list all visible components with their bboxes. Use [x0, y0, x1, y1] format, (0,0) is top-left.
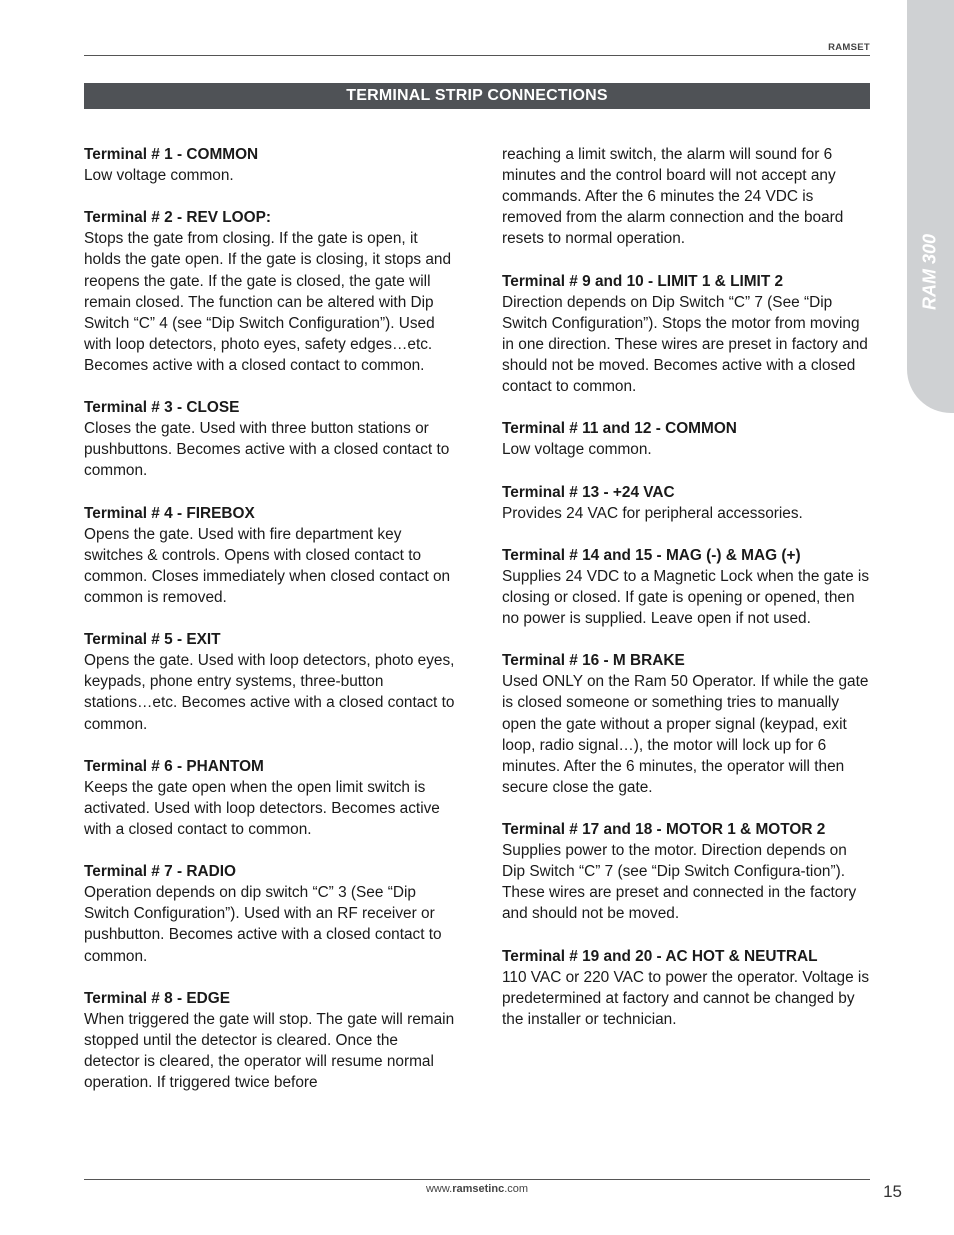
- terminal-title: Terminal # 1 - COMMON: [84, 146, 259, 163]
- terminal-title: Terminal # 7 - RADIO: [84, 863, 236, 881]
- bottom-divider: [84, 1179, 870, 1180]
- terminal-description: Direction depends on Dip Switch “C” 7 (See “Dip Switch Configuration”). Stops the motor from moving in one direction. These wires are preset in factory and should not be moved. Becomes active with a closed contact to common.: [502, 293, 868, 396]
- terminal-description: Low voltage common.: [84, 167, 234, 185]
- terminal-description: Used ONLY on the Ram 50 Operator. If while the gate is closed someone or something tries to manually open the gate without a proper signal (keypad, exit loop, radio signal…), the motor will lock up for 6 minutes. After the 6 minutes, the operator will then secure close the gate.: [502, 673, 869, 796]
- terminal-entry: [502, 271, 872, 398]
- terminal-entry: [502, 946, 872, 1030]
- terminal-continuation: [502, 144, 872, 249]
- terminal-title: Terminal # 11 and 12 - COMMON: [502, 420, 737, 438]
- terminal-entry: [84, 756, 456, 840]
- terminal-description: Supplies 24 VDC to a Magnetic Lock when the gate is closing or closed. If gate is opening or opened, then no power is supplied. Leave open if not used.: [502, 567, 870, 628]
- side-tab-label: RAM 300: [919, 233, 940, 311]
- terminal-entry: [84, 397, 456, 481]
- terminal-description: 110 VAC or 220 VAC to power the operator. Voltage is predetermined at factory and cannot be changed by the installer or technician.: [502, 968, 870, 1028]
- terminal-entry: [502, 482, 872, 524]
- terminal-description: Operation depends on dip switch “C” 3 (See “Dip Switch Configuration”). Used with an RF receiver or pushbutton. Becomes active with a closed contact to common.: [84, 884, 442, 965]
- footer-url-domain: ramsetinc: [452, 1183, 505, 1195]
- top-divider: [84, 55, 870, 56]
- section-title: TERMINAL STRIP CONNECTIONS: [346, 87, 608, 104]
- section-title-bar: [84, 83, 870, 109]
- side-tab: [907, 0, 954, 413]
- terminal-entry: [502, 418, 872, 460]
- terminal-description: Stops the gate from closing. If the gate is open, it holds the gate open. If the gate is closing, it stops and reopens the gate. If the gate is closed, the gate will remain closed. The function can be altered with Dip Switch “C” 4 (see “Dip Switch Configuration”). Used with loop detectors, photo eyes, safety edges…etc. Becomes active with a closed contact to common.: [84, 230, 452, 374]
- terminal-title: Terminal # 16 - M BRAKE: [502, 652, 685, 670]
- footer-url-prefix: www.: [425, 1183, 453, 1195]
- terminal-description: Supplies power to the motor. Direction depends on Dip Switch “C” 7 (see “Dip Switch Configura-tion”). These wires are preset and connected in the factory and should not be moved.: [502, 842, 857, 923]
- brand-label: RAMSET: [828, 42, 870, 53]
- terminal-entry: [84, 207, 456, 376]
- footer-website-link[interactable]: [0, 1183, 954, 1195]
- terminal-entry: [84, 988, 456, 1093]
- terminal-title: Terminal # 3 - CLOSE: [84, 399, 240, 417]
- terminal-entry: [84, 144, 456, 186]
- terminal-description: When triggered the gate will stop. The gate will remain stopped until the detector is cleared. Once the detector is cleared, the operator will resume normal operation. If triggered twice before: [84, 1010, 455, 1092]
- terminal-title: Terminal # 17 and 18 - MOTOR 1 & MOTOR 2: [502, 821, 826, 838]
- terminal-title: Terminal # 6 - PHANTOM: [84, 757, 264, 775]
- terminal-title: Terminal # 13 - +24 VAC: [502, 483, 675, 501]
- terminal-description: Provides 24 VAC for peripheral accessories.: [502, 504, 803, 522]
- terminal-description: Closes the gate. Used with three button stations or pushbuttons. Becomes active with a closed contact to common.: [84, 420, 450, 480]
- terminal-entry: [502, 545, 872, 629]
- terminal-title: Terminal # 8 - EDGE: [84, 989, 230, 1007]
- terminal-title: Terminal # 14 and 15 - MAG (-) & MAG (+): [502, 546, 801, 564]
- footer-url-suffix: .com: [504, 1183, 529, 1195]
- terminal-title: Terminal # 4 - FIREBOX: [84, 504, 255, 522]
- terminal-description: Low voltage common.: [502, 441, 652, 459]
- terminal-title: Terminal # 5 - EXIT: [84, 631, 221, 649]
- left-column: [84, 144, 456, 1114]
- right-column: [502, 144, 872, 1051]
- terminal-description: Opens the gate. Used with loop detectors, photo eyes, keypads, phone entry systems, three-button stations…etc. Becomes active with a closed contact to common.: [84, 652, 455, 733]
- page-number: 15: [883, 1182, 902, 1201]
- terminal-entry: [502, 650, 872, 798]
- terminal-description: Opens the gate. Used with fire department key switches & controls. Opens with closed contact to common. Closes immediately when closed contact on common is removed.: [84, 525, 451, 606]
- terminal-title: Terminal # 9 and 10 - LIMIT 1 & LIMIT 2: [502, 272, 784, 290]
- terminal-entry: [84, 503, 456, 608]
- terminal-title: Terminal # 2 - REV LOOP:: [84, 209, 272, 227]
- terminal-entry: [84, 629, 456, 734]
- terminal-entry: [502, 819, 872, 924]
- terminal-description: reaching a limit switch, the alarm will sound for 6 minutes and the control board will not accept any commands. After the 6 minutes the 24 VDC is removed from the alarm connection and the board resets to normal operation.: [502, 146, 844, 248]
- terminal-entry: [84, 861, 456, 966]
- terminal-title: Terminal # 19 and 20 - AC HOT & NEUTRAL: [502, 947, 818, 965]
- terminal-description: Keeps the gate open when the open limit switch is activated. Used with loop detectors. Becomes active with a closed contact to common.: [84, 778, 440, 838]
